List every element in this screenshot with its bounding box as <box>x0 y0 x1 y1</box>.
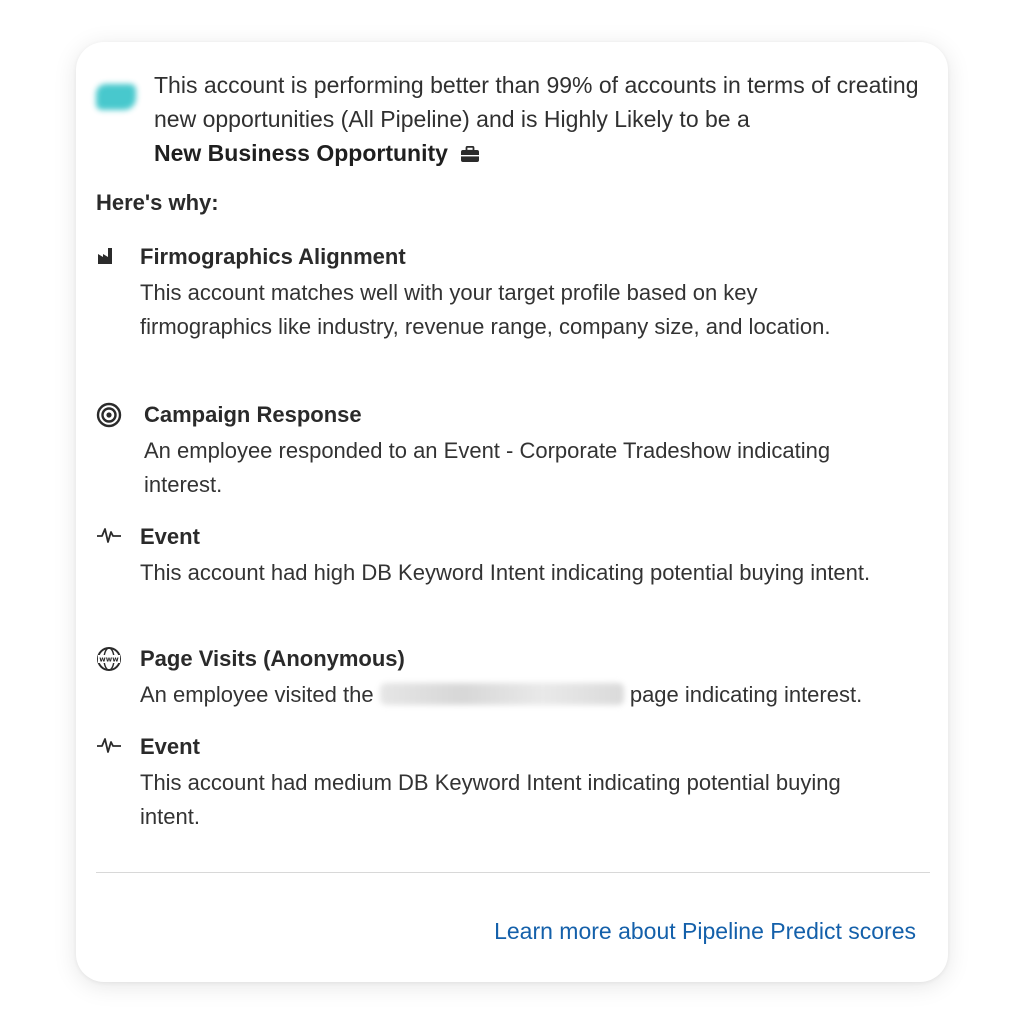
summary-header <box>96 68 936 172</box>
briefcase-icon <box>460 138 480 172</box>
why-heading: Here's why: <box>96 190 219 215</box>
description-before: An employee visited the <box>140 682 374 707</box>
company-logo <box>96 84 136 110</box>
pipeline-predict-card <box>76 42 948 982</box>
target-icon <box>96 402 122 426</box>
divider <box>96 872 930 873</box>
reason-title: Page Visits (Anonymous) <box>140 646 405 671</box>
globe-www-icon <box>96 646 122 670</box>
reason-title: Event <box>140 734 200 759</box>
learn-more-link[interactable]: Learn more about Pipeline Predict scores <box>494 918 916 944</box>
summary-line: This account is performing better than 99% of accounts in terms of creating new opportunities (All Pipeline) and is Highly Likely to be a <box>154 72 919 132</box>
svg-text:www: www <box>99 655 119 664</box>
opportunity-type: New Business Opportunity <box>154 140 448 166</box>
reason-description: This account had medium DB Keyword Intent indicating potential buying intent. <box>140 770 841 829</box>
pulse-icon <box>96 524 122 548</box>
reason-title: Event <box>140 524 200 549</box>
summary-text <box>154 68 934 172</box>
pulse-icon <box>96 734 122 758</box>
reason-description: An employee responded to an Event - Corporate Tradeshow indicating interest. <box>144 438 831 497</box>
redacted-url <box>380 683 624 705</box>
description-after: page indicating interest. <box>629 682 863 707</box>
reason-description: This account had high DB Keyword Intent indicating potential buying intent. <box>140 560 871 585</box>
factory-icon <box>96 244 122 268</box>
reason-title: Campaign Response <box>144 402 362 427</box>
reason-title: Firmographics Alignment <box>140 244 406 269</box>
reason-description: This account matches well with your target profile based on key firmographics like industry, revenue range, company size, and location. <box>140 280 831 339</box>
reason-description <box>140 678 940 712</box>
